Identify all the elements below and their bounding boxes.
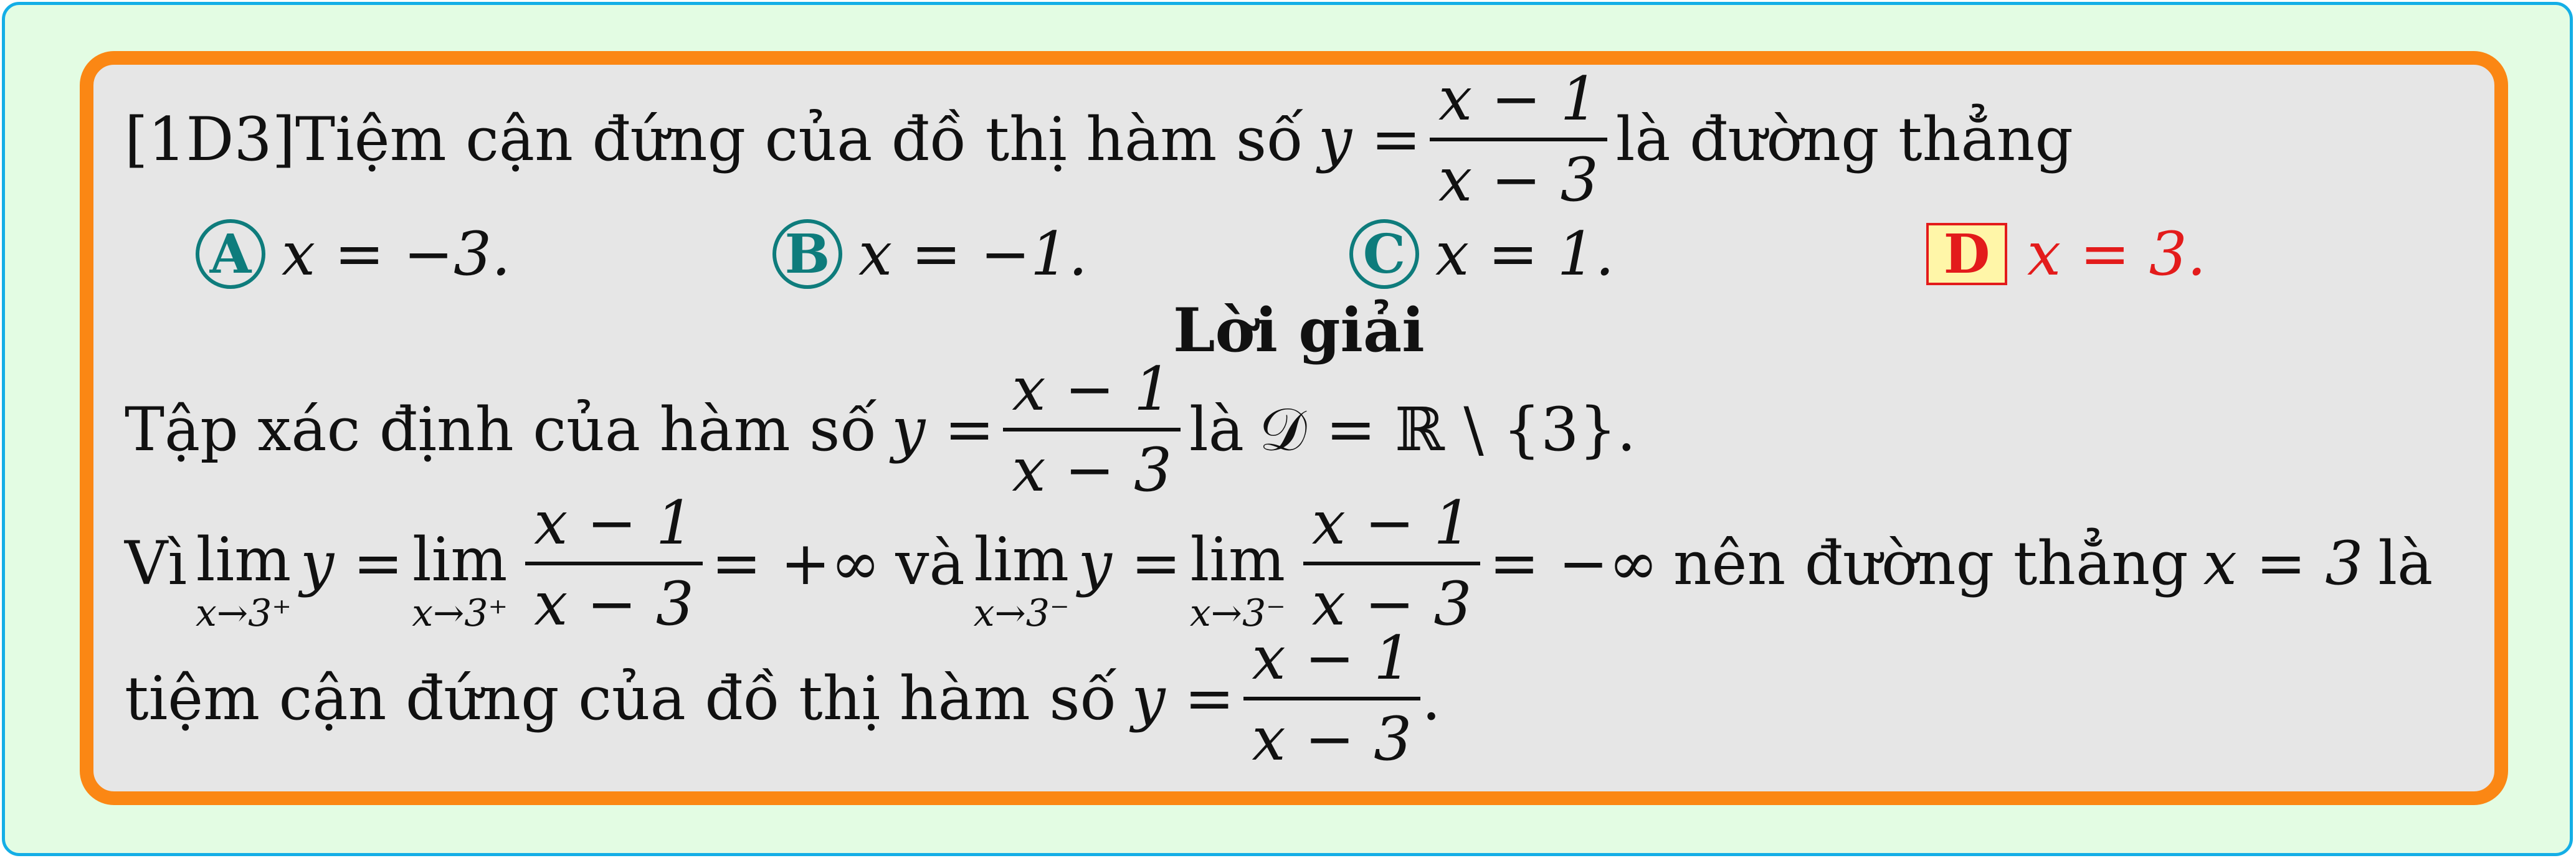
solution-2-result-2: = −∞	[1489, 529, 1658, 598]
solution-3-numerator: x − 1	[1252, 623, 1412, 693]
limit-4	[1189, 525, 1286, 635]
choice-c-marker: C	[1349, 219, 1419, 289]
solution-2-text-nen: nên đường thẳng	[1673, 529, 2189, 598]
question-numerator: x − 1	[1438, 64, 1599, 134]
solution-line-1	[125, 354, 1636, 505]
limit-3-sub: x→3⁻	[973, 592, 1070, 635]
solution-2-text-la: là	[2378, 529, 2433, 598]
limit-1-sub: x→3⁺	[196, 592, 292, 635]
solution-2-numerator-2: x − 1	[1311, 488, 1472, 558]
limit-2	[412, 525, 508, 635]
limit-2-sub: x→3⁺	[412, 592, 508, 635]
solution-2-y-eq-1: y =	[300, 529, 404, 598]
solution-3-text: tiệm cận đứng của đồ thị hàm số	[125, 664, 1117, 733]
choice-c[interactable]	[1349, 217, 1614, 291]
solution-2-conj: và	[895, 529, 965, 598]
solution-1-text: Tập xác định của hàm số	[125, 395, 877, 464]
solution-line-3	[125, 623, 1441, 774]
choice-a-text: x = −3.	[282, 219, 511, 289]
solution-2-fraction-2	[1303, 488, 1481, 639]
solution-3-y-eq: y =	[1131, 664, 1235, 733]
question-tag: [1D3]	[125, 105, 296, 174]
question-fraction	[1430, 64, 1607, 215]
question-text-after: là đường thẳng	[1615, 105, 2073, 174]
solution-1-domain: 𝒟 = ℝ \ {3}.	[1258, 395, 1636, 464]
limit-3-label: lim	[974, 525, 1069, 595]
solution-3-fraction	[1243, 623, 1421, 774]
limit-1-label: lim	[196, 525, 292, 595]
limit-4-sub: x→3⁻	[1189, 592, 1286, 635]
solution-2-start: Vì	[125, 529, 188, 598]
choice-a[interactable]	[196, 217, 511, 291]
solution-heading: Lời giải	[1173, 295, 1425, 365]
solution-2-numerator-1: x − 1	[534, 488, 694, 558]
solution-2-y-eq-2: y =	[1078, 529, 1181, 598]
question-y-eq: y =	[1318, 105, 1422, 174]
limit-3	[973, 525, 1070, 635]
choice-d-marker: D	[1926, 223, 2007, 285]
solution-2-denominator-1: x − 3	[525, 562, 703, 634]
question-line	[125, 64, 2073, 215]
question-denominator: x − 3	[1430, 138, 1607, 210]
solution-1-numerator: x − 1	[1012, 354, 1172, 424]
choice-a-marker: A	[196, 219, 265, 289]
choice-b-marker: B	[772, 219, 842, 289]
solution-1-y-eq: y =	[891, 395, 995, 464]
solution-1-denominator: x − 3	[1003, 428, 1181, 500]
solution-1-fraction	[1003, 354, 1181, 505]
choice-c-text: x = 1.	[1435, 219, 1615, 289]
solution-2-x-eq: x = 3	[2203, 529, 2364, 598]
solution-3-denominator: x − 3	[1243, 697, 1421, 769]
solution-line-2	[125, 488, 2433, 639]
question-text: Tiệm cận đứng của đồ thị hàm số	[295, 105, 1303, 174]
solution-1-mid: là	[1189, 395, 1244, 464]
solution-3-end: .	[1422, 664, 1441, 733]
limit-4-label: lim	[1190, 525, 1286, 595]
solution-2-result-1: = +∞	[711, 529, 881, 598]
choice-b-text: x = −1.	[858, 219, 1088, 289]
limit-2-label: lim	[412, 525, 508, 595]
choice-d[interactable]	[1926, 217, 2206, 291]
choice-d-text: x = 3.	[2027, 219, 2207, 289]
limit-1	[196, 525, 292, 635]
choice-b[interactable]	[772, 217, 1088, 291]
solution-2-fraction-1	[525, 488, 703, 639]
solution-2-denominator-2: x − 3	[1303, 562, 1481, 634]
